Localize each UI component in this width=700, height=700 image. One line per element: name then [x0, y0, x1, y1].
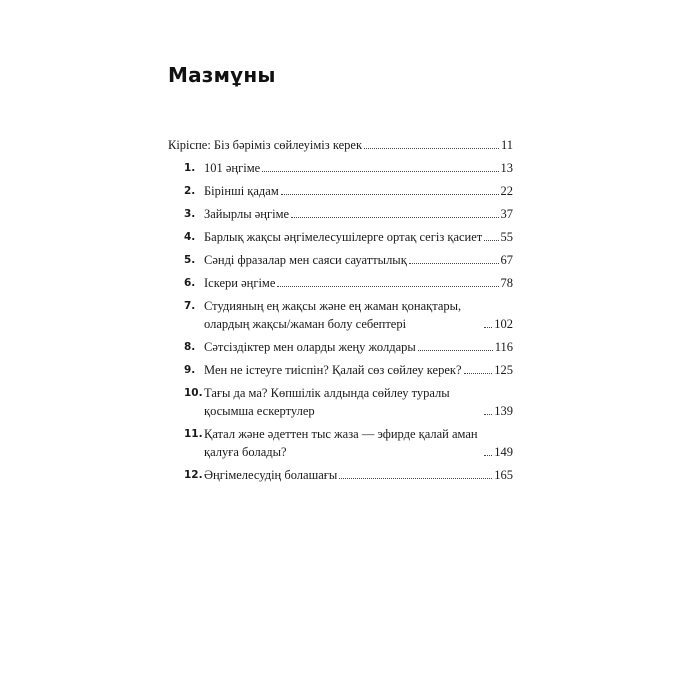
toc-page-number: 78 — [500, 276, 513, 290]
table-of-contents — [168, 136, 513, 489]
chapter-number: 3. — [184, 208, 196, 220]
toc-entry-intro — [168, 136, 513, 154]
chapter-number: 9. — [184, 364, 196, 376]
dot-leader — [409, 263, 499, 264]
toc-entry-text: Барлық жақсы әңгімелесушілерге ортақ сегіз қасиет — [204, 230, 483, 244]
dot-leader — [291, 217, 498, 218]
toc-entry-text: Бірінші қадам — [204, 184, 279, 198]
toc-page-number: 67 — [500, 253, 513, 267]
page-title: Мазмұны — [168, 63, 276, 87]
toc-entry-2 — [168, 182, 513, 200]
toc-page-number: 125 — [494, 363, 513, 377]
dot-leader — [484, 240, 498, 241]
chapter-number: 6. — [184, 277, 196, 289]
toc-entry-text: 101 әңгіме — [204, 161, 261, 175]
toc-entry-8 — [168, 338, 513, 356]
toc-entry-9 — [168, 361, 513, 379]
toc-entry-11 — [168, 425, 513, 461]
chapter-number: 4. — [184, 231, 196, 243]
toc-entry-text: Әңгімелесудің болашағы — [204, 468, 338, 482]
toc-entry-12 — [168, 466, 513, 484]
toc-page-number: 55 — [500, 230, 513, 244]
dot-leader — [262, 171, 498, 172]
toc-entry-10 — [168, 384, 513, 420]
toc-page-number: 116 — [494, 340, 513, 354]
toc-entry-text: Кіріспе: Біз бәріміз сөйлеуіміз керек — [168, 138, 363, 152]
toc-page-number: 13 — [500, 161, 513, 175]
chapter-number: 1. — [184, 162, 196, 174]
chapter-number: 8. — [184, 341, 196, 353]
chapter-number: 7. — [184, 300, 196, 312]
toc-page-number: 37 — [500, 207, 513, 221]
dot-leader — [484, 327, 492, 328]
dot-leader — [484, 455, 492, 456]
chapter-number: 2. — [184, 185, 196, 197]
dot-leader — [281, 194, 499, 195]
toc-entry-1 — [168, 159, 513, 177]
toc-entry-5 — [168, 251, 513, 269]
toc-entry-4 — [168, 228, 513, 246]
toc-entry-3 — [168, 205, 513, 223]
toc-entry-text: Сәнді фразалар мен саяси сауаттылық — [204, 253, 407, 267]
dot-leader — [484, 414, 492, 415]
toc-entry-6 — [168, 274, 513, 292]
dot-leader — [277, 286, 498, 287]
toc-entry-text: Зайырлы әңгіме — [204, 207, 290, 221]
toc-entry-text: Тағы да ма? Көпшілік алдында сөйлеу туралы қосымша ескертулер — [204, 386, 450, 418]
toc-page-number: 139 — [494, 404, 513, 418]
toc-entry-text: Студияның ең жақсы және ең жаман қонақтары, олардың жақсы/жаман болу себептері — [204, 299, 462, 331]
toc-entry-text: Іскери әңгіме — [204, 276, 276, 290]
toc-page-number: 11 — [500, 138, 513, 152]
toc-page-number: 165 — [494, 468, 513, 482]
toc-page-number: 149 — [494, 445, 513, 459]
toc-entry-text: Қатал және әдеттен тыс жаза — эфирде қалай аман қалуға болады? — [204, 427, 478, 459]
chapter-number: 11. — [184, 428, 203, 440]
toc-page-number: 102 — [494, 317, 513, 331]
toc-entry-text: Мен не істеуге тиіспін? Қалай сөз сөйлеу керек? — [204, 363, 462, 377]
toc-page-number: 22 — [500, 184, 513, 198]
toc-entry-text: Сәтсіздіктер мен оларды жеңу жолдары — [204, 340, 416, 354]
chapter-number: 12. — [184, 469, 203, 481]
chapter-number: 10. — [184, 387, 203, 399]
dot-leader — [339, 478, 492, 479]
toc-entry-7 — [168, 297, 513, 333]
dot-leader — [364, 148, 499, 149]
chapter-number: 5. — [184, 254, 196, 266]
dot-leader — [464, 373, 493, 374]
dot-leader — [418, 350, 493, 351]
